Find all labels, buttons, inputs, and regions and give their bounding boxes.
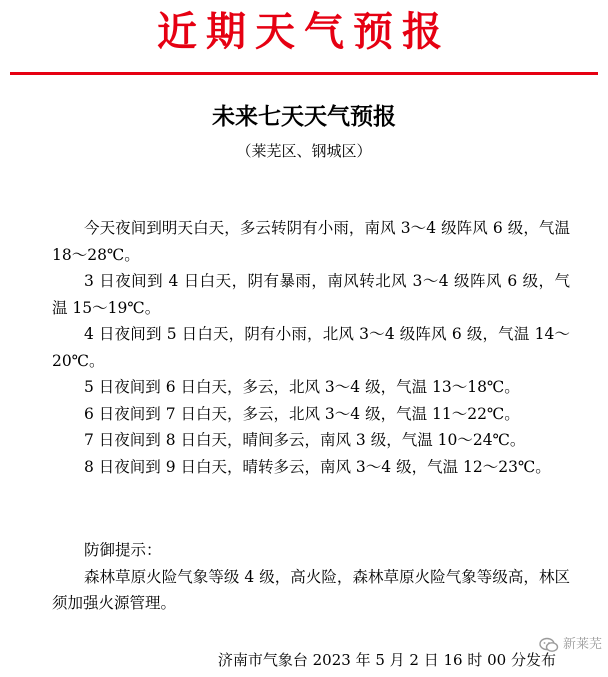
forecast-day-5: 6 日夜间到 7 日白天，多云，北风 3～4 级，气温 11～22℃。	[84, 404, 520, 423]
forecast-day-1: 今天夜间到明天白天，多云转阴有小雨，南风 3～4 级阵风 6 级，气温 18～28℃。	[52, 219, 570, 264]
tips-heading: 防御提示：	[84, 541, 162, 559]
forecast-day-2: 3 日夜间到 4 日白天，阴有暴雨，南风转北风 3～4 级阵风 6 级，气温 15～19℃。	[52, 272, 570, 317]
document-subtitle: （莱芜区、钢城区）	[236, 142, 372, 160]
publish-footer: 济南市气象台 2023 年 5 月 2 日 16 时 00 分发布	[217, 651, 556, 669]
masthead-rule	[10, 72, 598, 75]
masthead-title: 近期天气预报	[157, 8, 451, 55]
watermark-text: 新莱芜	[562, 637, 602, 652]
forecast-day-6: 7 日夜间到 8 日白天，晴间多云，南风 3 级，气温 10～24℃。	[84, 431, 526, 449]
forecast-day-3: 4 日夜间到 5 日白天，阴有小雨，北风 3～4 级阵风 6 级，气温 14～20℃。	[52, 325, 570, 370]
watermark	[539, 636, 602, 654]
tips-text: 森林草原火险气象等级 4 级，高火险，森林草原火险气象等级高，林区须加强火源管理。	[52, 567, 570, 612]
defense-tips	[52, 537, 570, 617]
forecast-day-4: 5 日夜间到 6 日白天，多云，北风 3～4 级，气温 13～18℃。	[84, 378, 520, 396]
wechat-icon	[539, 637, 559, 653]
forecast-day-7: 8 日夜间到 9 日白天，晴转多云，南风 3～4 级，气温 12～23℃。	[84, 457, 551, 476]
forecast-body	[52, 215, 570, 480]
document-title: 未来七天天气预报	[212, 104, 396, 130]
